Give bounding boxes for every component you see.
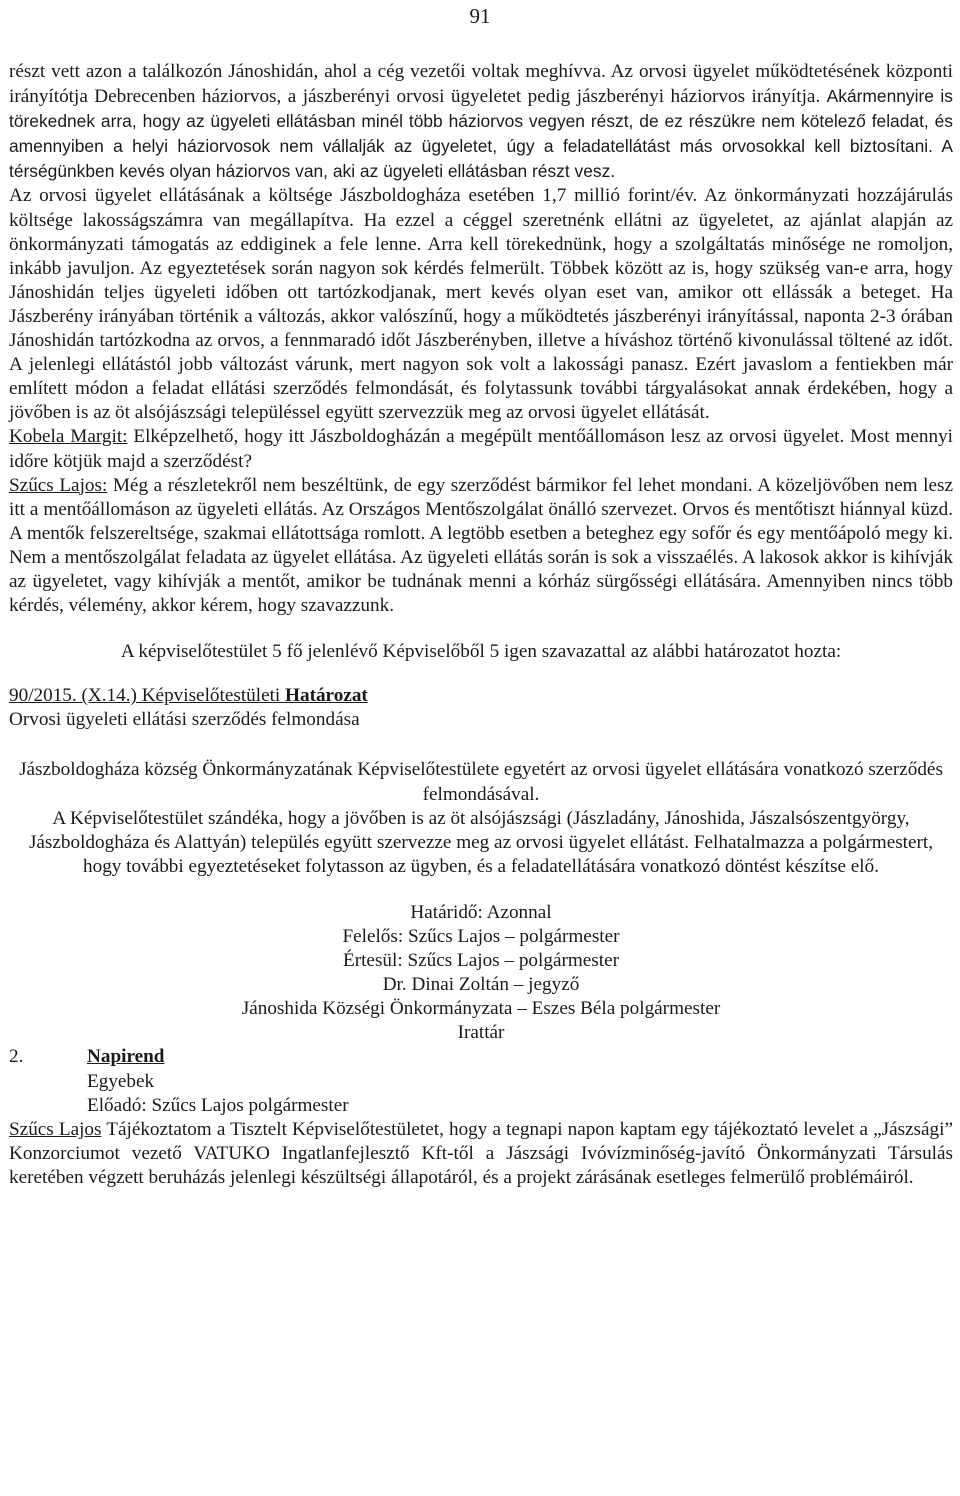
page-number: 91 (469, 4, 491, 28)
resolution-notify-2: Dr. Dinai Zoltán – jegyző (382, 974, 580, 996)
agenda-item: Egyebek (87, 1070, 155, 1092)
paragraph-koltseg: Az orvosi ügyelet ellátásának a költsége Jászboldogháza esetében 1,7 millió forint/év. Az önkormányzati hozzájárulás költsége lakosságszámra van megállapítva. Ha ezzel a céggel szeretnénk ellátni az ügyeletet, az ajánlat alapján az önkormányzati támogatás az eddiginek a fele lenne. Arra kell törekednünk, hogy a szolgáltatás minősége ne romoljon, inkább javuljon. Az egyeztetések során nagyon sok kérdés felmerült. Többek között az is, hogy szükség van-e arra, hogy Jánoshidán teljes ügyeleti időben ott tartózkodjanak, mert kevés olyan eset van, amikor ott ellássák a beteget. Ha Jászberény irányában történik a változás, akkor valószínű, hogy a működtetés jászberényi irányítással, naponta 2-3 órában Jánoshidán tartózkodna az orvos, a fennmaradó időt Jászberényben, illetve a híváshoz történő kivonulással töltené az időt. A jelenlegi ellátástól jobb változást várunk, mert nagyon sok volt a lakossági panasz. Ezért javaslom a fentiekben már említett módon a feladat ellátási szerződés felmondását, és folytassunk további tárgyalásokat annak érdekében, hogy a jövőben is az öt alsójászsági településsel együtt szervezzük meg az orvosi ügyelet ellátását. (9, 185, 953, 424)
paragraph-tajekoztatas (9, 1118, 953, 1190)
resolution-body-2: A Képviselőtestület szándéka, hogy a jövőben is az öt alsójászsági (Jászladány, Jánoshida, Jászalsószentgyörgy, Jászboldogháza és Alattyán) település együtt szervezze meg az orvosi ügyelet ellátást. Felhatalmazza a polgármestert, hogy további egyeztetéseket folytasson az ügyben, és a feladatellátására vonatkozó döntést készítse elő. (28, 807, 934, 877)
vote-statement: A képviselőtestület 5 fő jelenlévő Képviselőből 5 igen szavazattal az alábbi határozatot hozta: (120, 641, 842, 663)
resolution-body-1: Jászboldogháza község Önkormányzatának Képviselőtestülete egyetért az orvosi ügyelet ellátására vonatkozó szerződés felmondásával. (19, 759, 943, 805)
speaker-text: Elképzelhető, hogy itt Jászboldogházán a megépült mentőállomáson lesz az orvosi ügyelet. Most mennyi időre kötjük majd a szerződést? (9, 426, 953, 472)
paragraph-ugyelet-part-sans: Akármennyire is törekednek arra, hogy az ügyeleti ellátásban minél több háziorvos vegyen részt, de ez részükre nem kötelező feladat, és amennyiben a helyi háziorvosok nem vállalják az ügyeletet, úgy a feladatellátást más orvosokkal kell biztosítani. A térségünkben kevés olyan háziorvos van, aki az ügyeleti ellátásban részt vesz. (9, 86, 953, 182)
resolution-responsible: Felelős: Szűcs Lajos – polgármester (342, 926, 620, 947)
agenda-title: Napirend (87, 1046, 165, 1068)
paragraph-kobela (9, 425, 953, 473)
resolution-word: Határozat (285, 685, 368, 707)
body-text (9, 60, 953, 1190)
resolution-title: Orvosi ügyeleti ellátási szerződés felmondása (9, 709, 360, 731)
agenda-presenter: Előadó: Szűcs Lajos polgármester (87, 1094, 349, 1116)
speaker-name: Szűcs Lajos: (9, 474, 108, 496)
speaker-name: Szűcs Lajos (9, 1118, 102, 1140)
resolution-deadline: Határidő: Azonnal (410, 901, 552, 923)
resolution-notify-1: Értesül: Szűcs Lajos – polgármester (342, 950, 620, 972)
resolution-number (9, 684, 953, 708)
agenda-number: 2. (9, 1046, 24, 1068)
paragraph-ugyelet-part-a: részt vett azon a találkozón Jánoshidán, ahol a cég vezetői voltak meghívva. Az orvosi ügyelet működtetésének központi irányítótja Debrecenben háziorvos, a jászberényi orvosi ügyeletet pedig jászberényi háziorvos irányítja. (9, 61, 953, 108)
resolution-notify-4: Irattár (457, 1022, 505, 1044)
agenda-heading (9, 1045, 953, 1069)
resolution-notify-3: Jánoshida Községi Önkormányzata – Eszes Béla polgármester (241, 998, 721, 1020)
paragraph-szucs (9, 474, 953, 619)
speaker-name: Kobela Margit: (9, 426, 128, 448)
resolution-number-text: 90/2015. (X.14.) Képviselőtestületi (9, 685, 286, 707)
speaker-text: Tájékoztatom a Tisztelt Képviselőtestületet, hogy a tegnapi napon kaptam egy tájékoztató levelet a „Jászsági” Konzorciumot vezető VATUKO Ingatlanfejlesztő Kft-től a Jászsági Ivóvízminőség-javító Önkormányzati Társulás keretében végzett beruházás jelenlegi készültségi állapotáról, és a projekt zárásának esetleges felmerülő problémáiról. (9, 1118, 953, 1188)
speaker-text: Még a részletekről nem beszéltünk, de egy szerződést bármikor fel lehet mondani. A közeljövőben nem lesz itt a mentőállomáson az ügyeleti ellátás. Az Országos Mentőszolgálat önálló szervezet. Orvos és mentőtiszt hiánnyal küzd. A mentők felszereltsége, szakmai ellátottsága romlott. A legtöbb esetben a beteghez egy sofőr és egy mentőápoló megy ki. Nem a mentőszolgálat feladata az ügyelet ellátása. Az ügyeleti ellátás során is sok a visszaélés. A lakosok akkor is kihívják az ügyeletet, vagy kihívják a mentőt, amikor be tudnának menni a kórház sürgősségi ellátására. Amennyiben nincs több kérdés, vélemény, akkor kérem, hogy szavazzunk. (9, 474, 953, 617)
paragraph-ugyelet (9, 60, 953, 184)
